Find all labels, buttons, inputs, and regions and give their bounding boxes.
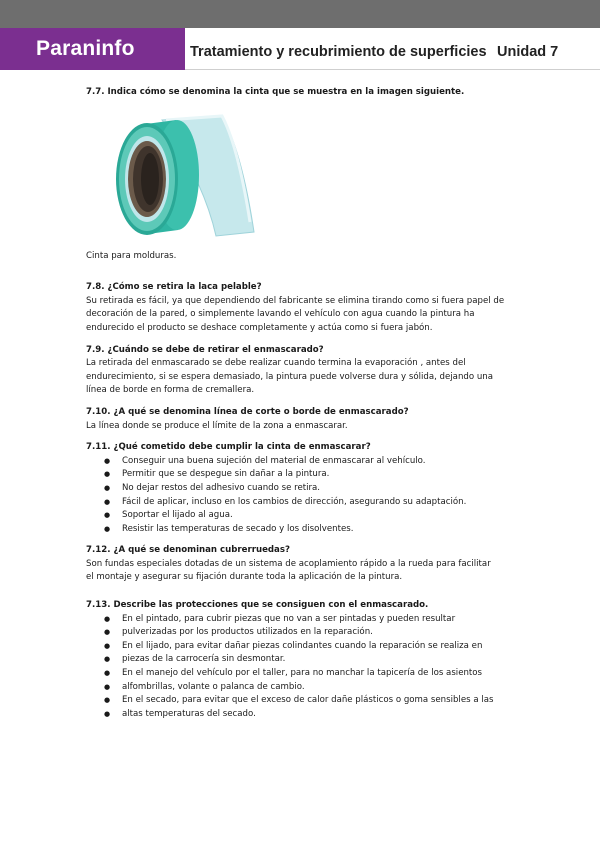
answer-line: Son fundas especiales dotadas de un sistema de acoplamiento rápido a la rueda para facilitar xyxy=(86,558,491,569)
answer-line: endurecimiento, si se espera demasiado, la pintura puede volverse dura y sólida, dejando una xyxy=(86,371,493,382)
question-7-13 xyxy=(86,599,526,721)
answer-line: línea de borde en forma de cremallera. xyxy=(86,385,255,396)
question-title: 7.12. ¿A qué se denominan cubrerruedas? xyxy=(86,545,290,556)
question-title: 7.9. ¿Cuándo se debe de retirar el enmascarado? xyxy=(86,344,324,355)
document-body xyxy=(86,86,526,729)
question-7-8 xyxy=(86,281,526,335)
tape-roll-image xyxy=(86,112,526,242)
question-7-12 xyxy=(86,544,526,585)
list-item: ● No dejar restos del adhesivo cuando se retira. xyxy=(104,482,526,496)
answer-line: La retirada del enmascarado se debe realizar cuando termina la evaporación , antes del xyxy=(86,358,466,369)
answer-line: La línea donde se produce el límite de la zona a enmascarar. xyxy=(86,420,348,431)
list-item: ● En el secado, para evitar que el exceso de calor dañe plásticos o goma sensibles a las xyxy=(104,694,526,708)
bullet-list xyxy=(86,613,526,722)
bullet-list xyxy=(86,455,526,537)
question-title: 7.10. ¿A qué se denomina línea de corte o borde de enmascarado? xyxy=(86,406,409,417)
list-item: ● En el pintado, para cubrir piezas que no van a ser pintadas y pueden resultar xyxy=(104,613,526,627)
question-7-9 xyxy=(86,344,526,398)
question-7-7 xyxy=(86,86,526,263)
list-item: ● altas temperaturas del secado. xyxy=(104,708,526,722)
tape-roll-icon xyxy=(104,112,274,240)
unit-label: Unidad 7 xyxy=(497,44,559,60)
answer-text: Cinta para molduras. xyxy=(86,250,177,261)
list-item: ● Conseguir una buena sujeción del material de enmascarar al vehículo. xyxy=(104,455,526,469)
list-item: ● Resistir las temperaturas de secado y los disolventes. xyxy=(104,523,526,537)
top-strip xyxy=(0,0,600,28)
list-item: ● En el lijado, para evitar dañar piezas colindantes cuando la reparación se realiza en xyxy=(104,640,526,654)
header-divider xyxy=(185,69,600,70)
question-7-11 xyxy=(86,441,526,536)
answer-line: decoración de la pared, o simplemente lavando el vehículo con agua cuando la pintura ha xyxy=(86,309,475,320)
list-item: ● pulverizadas por los productos utilizados en la reparación. xyxy=(104,626,526,640)
answer-line: el montaje y asegurar su fijación durante toda la aplicación de la pintura. xyxy=(86,572,403,583)
question-title: 7.8. ¿Cómo se retira la laca pelable? xyxy=(86,282,262,293)
question-title: 7.11. ¿Qué cometido debe cumplir la cinta de enmascarar? xyxy=(86,442,371,453)
list-item: ● alfombrillas, volante o palanca de cambio. xyxy=(104,681,526,695)
answer-line: endurecido el producto se deshace completamente y actúa como si fuera jabón. xyxy=(86,322,433,333)
brand-logo: Paraninfo xyxy=(0,28,185,70)
question-7-10 xyxy=(86,406,526,433)
list-item: ● Fácil de aplicar, incluso en los cambios de dirección, asegurando su adaptación. xyxy=(104,496,526,510)
answer-line: Su retirada es fácil, ya que dependiendo del fabricante se elimina tirando como si fuera papel de xyxy=(86,295,505,306)
question-title: 7.7. Indica cómo se denomina la cinta que se muestra en la imagen siguiente. xyxy=(86,87,465,97)
question-title: 7.13. Describe las protecciones que se consiguen con el enmascarado. xyxy=(86,600,429,611)
list-item: ● piezas de la carrocería sin desmontar. xyxy=(104,653,526,667)
list-item: ● En el manejo del vehículo por el taller, para no manchar la tapicería de los asientos xyxy=(104,667,526,681)
list-item: ● Soportar el lijado al agua. xyxy=(104,509,526,523)
list-item: ● Permitir que se despegue sin dañar a la pintura. xyxy=(104,468,526,482)
document-title: Tratamiento y recubrimiento de superficies xyxy=(190,44,487,60)
